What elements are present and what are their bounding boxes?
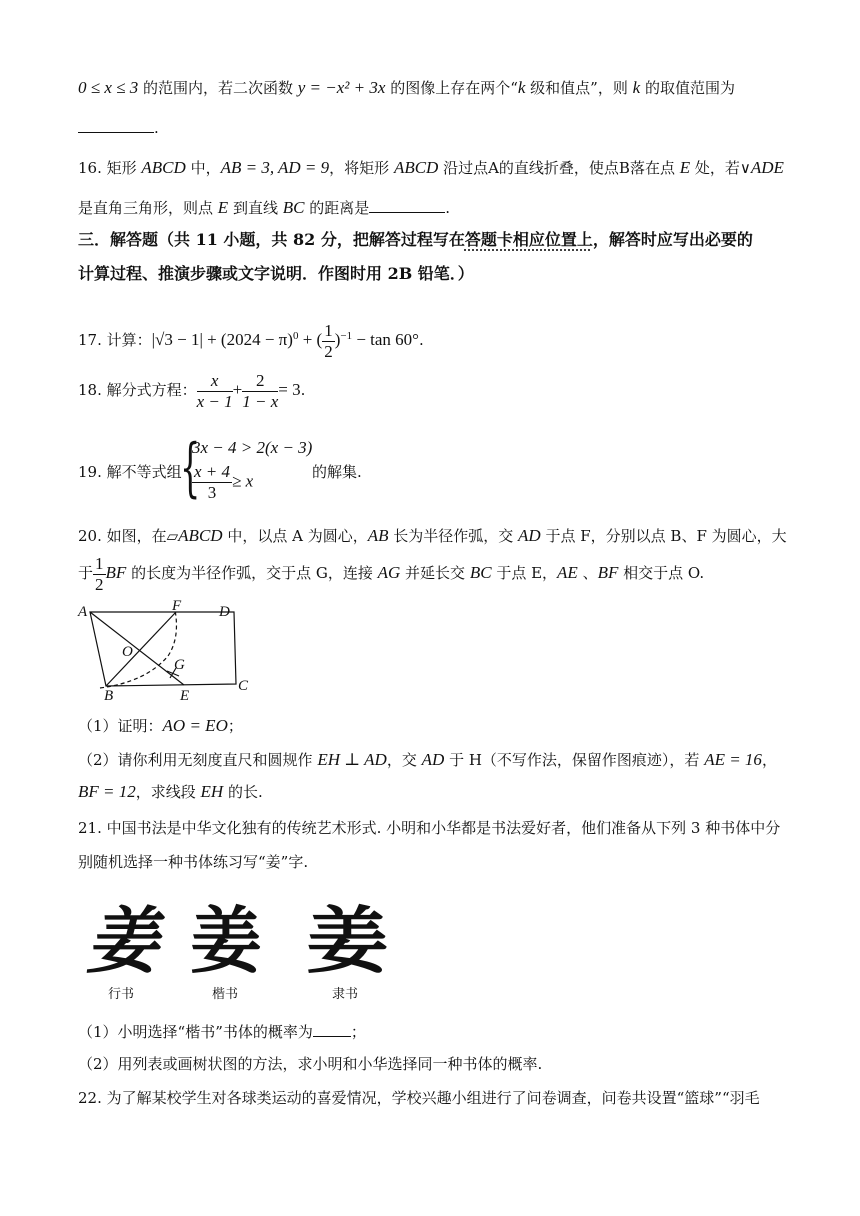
- math-k: k: [517, 78, 526, 97]
- p21-line1: [78, 818, 780, 838]
- text: 20. 如图，在▱: [78, 527, 179, 545]
- label-e: E: [180, 688, 190, 704]
- denominator: 2: [324, 341, 333, 361]
- label-o: O: [122, 644, 133, 660]
- problem-number: 19. 解不等式组: [78, 463, 182, 481]
- p18: [78, 370, 305, 420]
- text: 、: [577, 564, 598, 582]
- math: AD: [518, 526, 541, 545]
- p21-q1: [78, 1022, 366, 1042]
- label-c: C: [238, 678, 249, 694]
- math: E: [217, 198, 229, 217]
- math: BF: [597, 563, 619, 582]
- denominator: 2: [95, 574, 104, 594]
- math: + (: [298, 330, 323, 349]
- text: ，: [761, 751, 777, 769]
- denominator: 1 − x: [242, 391, 279, 411]
- text: 的距离是: [304, 199, 370, 217]
- p20-q1: [78, 716, 243, 736]
- p16-line1: [78, 158, 784, 178]
- text: 的取值范围为: [640, 79, 735, 97]
- text: 长为半径作弧，交: [388, 527, 519, 545]
- p22-line1: [78, 1088, 760, 1108]
- p20-q2-line1: [78, 750, 777, 770]
- denominator: 3: [207, 483, 217, 502]
- fraction: [197, 371, 233, 412]
- p17: [78, 316, 424, 366]
- fraction-half: [93, 554, 106, 595]
- inequality-2: [192, 462, 253, 503]
- text: 相交于点 O.: [618, 564, 705, 582]
- answer-blank: [78, 118, 154, 133]
- section-heading-line1: [78, 230, 753, 250]
- math: = 3: [278, 380, 301, 399]
- text: （1）证明：: [78, 717, 163, 735]
- math: ABCD: [393, 158, 439, 177]
- text: 沿过点A的直线折叠，使点B落在点: [438, 159, 680, 177]
- math: BC: [282, 198, 305, 217]
- text: 到直线: [228, 199, 283, 217]
- math: AB: [367, 526, 389, 545]
- text: 于 H（不写作法，保留作图痕迹），若: [444, 751, 705, 769]
- p20-line2: [78, 553, 704, 597]
- text: ，解答时应写出必要的: [592, 230, 753, 249]
- label-xingshu: 行书: [108, 987, 135, 1002]
- answer-blank: [369, 198, 445, 213]
- p20-line1: [78, 526, 787, 546]
- math: ADE: [750, 158, 784, 177]
- math: EH ⊥ AD: [317, 750, 387, 769]
- denominator: x − 1: [196, 391, 233, 411]
- p15-line2: [78, 118, 159, 138]
- math-range: 0 ≤ x ≤ 3: [78, 78, 139, 97]
- math: EH: [200, 782, 224, 801]
- numerator: 1: [324, 320, 333, 340]
- p15-line1: [78, 78, 735, 98]
- math: AO = EO: [162, 716, 228, 735]
- problem-number: 16. 矩形: [78, 159, 142, 177]
- text: 的长度为半径作弧，交于点 G，连接: [126, 564, 378, 582]
- text: ，交: [386, 751, 422, 769]
- text: ；: [350, 1023, 366, 1041]
- parallelogram-abcd: [90, 612, 236, 686]
- numerator: x: [197, 371, 233, 392]
- section-heading-line2: [78, 264, 474, 284]
- label-a: A: [78, 604, 88, 620]
- text: （2）请你利用无刻度直尺和圆规作: [78, 751, 318, 769]
- math-function: y = −x² + 3x: [297, 78, 386, 97]
- text: 中，以点 A 为圆心，: [222, 527, 368, 545]
- text: ，求线段: [135, 783, 201, 801]
- text: ；: [227, 717, 243, 735]
- text: 的长.: [223, 783, 263, 801]
- text: （1）小明选择“楷书”书体的概率为: [78, 1023, 313, 1041]
- math: AG: [377, 563, 401, 582]
- problem-number: 18. 解分式方程：: [78, 381, 197, 399]
- text: 21. 中国书法是中华文化独有的传统艺术形式. 小明和小华都是书法爱好者，他们准备从下列 3 种书体中分: [78, 819, 781, 837]
- inequality-1: 3x − 4 > 2(x − 3): [192, 438, 313, 457]
- text: 别随机选择一种书体练习写“姜”字.: [78, 853, 309, 871]
- calligraphy-kaishu: 姜: [190, 898, 263, 983]
- p16-line2: [78, 198, 450, 218]
- text: .: [300, 381, 306, 399]
- text: 计算过程、推演步骤或文字说明．作图时用 2B 铅笔．）: [78, 264, 474, 283]
- text: .: [445, 199, 451, 217]
- p19-tail: [312, 462, 362, 482]
- text: 中，: [185, 159, 221, 177]
- math: +: [232, 380, 243, 399]
- fraction: [242, 371, 278, 412]
- math-k: k: [632, 78, 641, 97]
- brace-icon: {: [180, 431, 201, 505]
- label-kaishu: 楷书: [212, 987, 239, 1002]
- segment-bf: [106, 612, 176, 686]
- problem-number: 17. 计算：: [78, 331, 152, 349]
- text: 三．解答题（共 11 小题，共 82 分，把解答过程写在: [78, 230, 465, 249]
- text: 于点 E，: [491, 564, 558, 582]
- text: 的图像上存在两个“: [385, 79, 518, 97]
- exponent: 0: [292, 330, 299, 342]
- math: AB = 3, AD = 9: [220, 158, 330, 177]
- text: 是直角三角形，则点: [78, 199, 218, 217]
- label-b: B: [104, 688, 114, 704]
- math: BF: [105, 563, 127, 582]
- text: 于点 F，分别以点 B、F 为圆心，大: [540, 527, 787, 545]
- label-lishu: 隶书: [332, 987, 359, 1002]
- text: 的解集.: [312, 463, 362, 481]
- parallelogram-figure: [76, 596, 256, 706]
- math: ): [334, 330, 341, 349]
- numerator: x + 4: [194, 462, 231, 481]
- calligraphy-xingshu: 姜: [86, 898, 159, 983]
- math: ABCD: [178, 526, 223, 545]
- math: BC: [469, 563, 492, 582]
- label-d: D: [219, 604, 230, 620]
- math-expression: |√3 − 1| + (2024 − π): [151, 330, 293, 349]
- label-g: G: [174, 657, 185, 673]
- numerator: 2: [242, 371, 278, 392]
- text: （2）用列表或画树状图的方法，求小明和小华选择同一种书体的概率.: [78, 1055, 543, 1073]
- segment-ae: [90, 612, 184, 685]
- text: 并延长交: [400, 564, 470, 582]
- math: BF = 12: [78, 782, 136, 801]
- p21-q2: [78, 1054, 542, 1074]
- math: ABCD: [141, 158, 186, 177]
- emphasis-dotted: 答题卡相应位置上: [464, 230, 593, 249]
- text: 级和值点”，则: [525, 79, 633, 97]
- text: .: [154, 119, 159, 137]
- text: ，将矩形: [329, 159, 394, 177]
- text: 于: [78, 564, 94, 582]
- p21-line2: [78, 852, 308, 872]
- p19-label: [78, 462, 182, 482]
- math: ≥ x: [232, 471, 254, 491]
- text: .: [418, 331, 424, 349]
- math: AD: [421, 750, 445, 769]
- exponent: −1: [340, 330, 353, 342]
- text: 的范围内，若二次函数: [138, 79, 298, 97]
- label-f: F: [172, 598, 182, 614]
- calligraphy-lishu: 姜: [306, 898, 389, 983]
- math: AE = 16: [704, 750, 762, 769]
- math: AE: [557, 563, 578, 582]
- math: − tan 60°: [352, 330, 419, 349]
- fraction-half: [322, 321, 335, 362]
- p20-q2-line2: [78, 782, 263, 802]
- fraction: [192, 462, 232, 503]
- text: 22. 为了解某校学生对各球类运动的喜爱情况，学校兴趣小组进行了问卷调查，问卷共设置“篮球”“羽毛: [78, 1089, 760, 1107]
- text: 处，若∨: [690, 159, 751, 177]
- math: E: [679, 158, 691, 177]
- numerator: 1: [95, 553, 104, 573]
- answer-blank: [313, 1022, 351, 1037]
